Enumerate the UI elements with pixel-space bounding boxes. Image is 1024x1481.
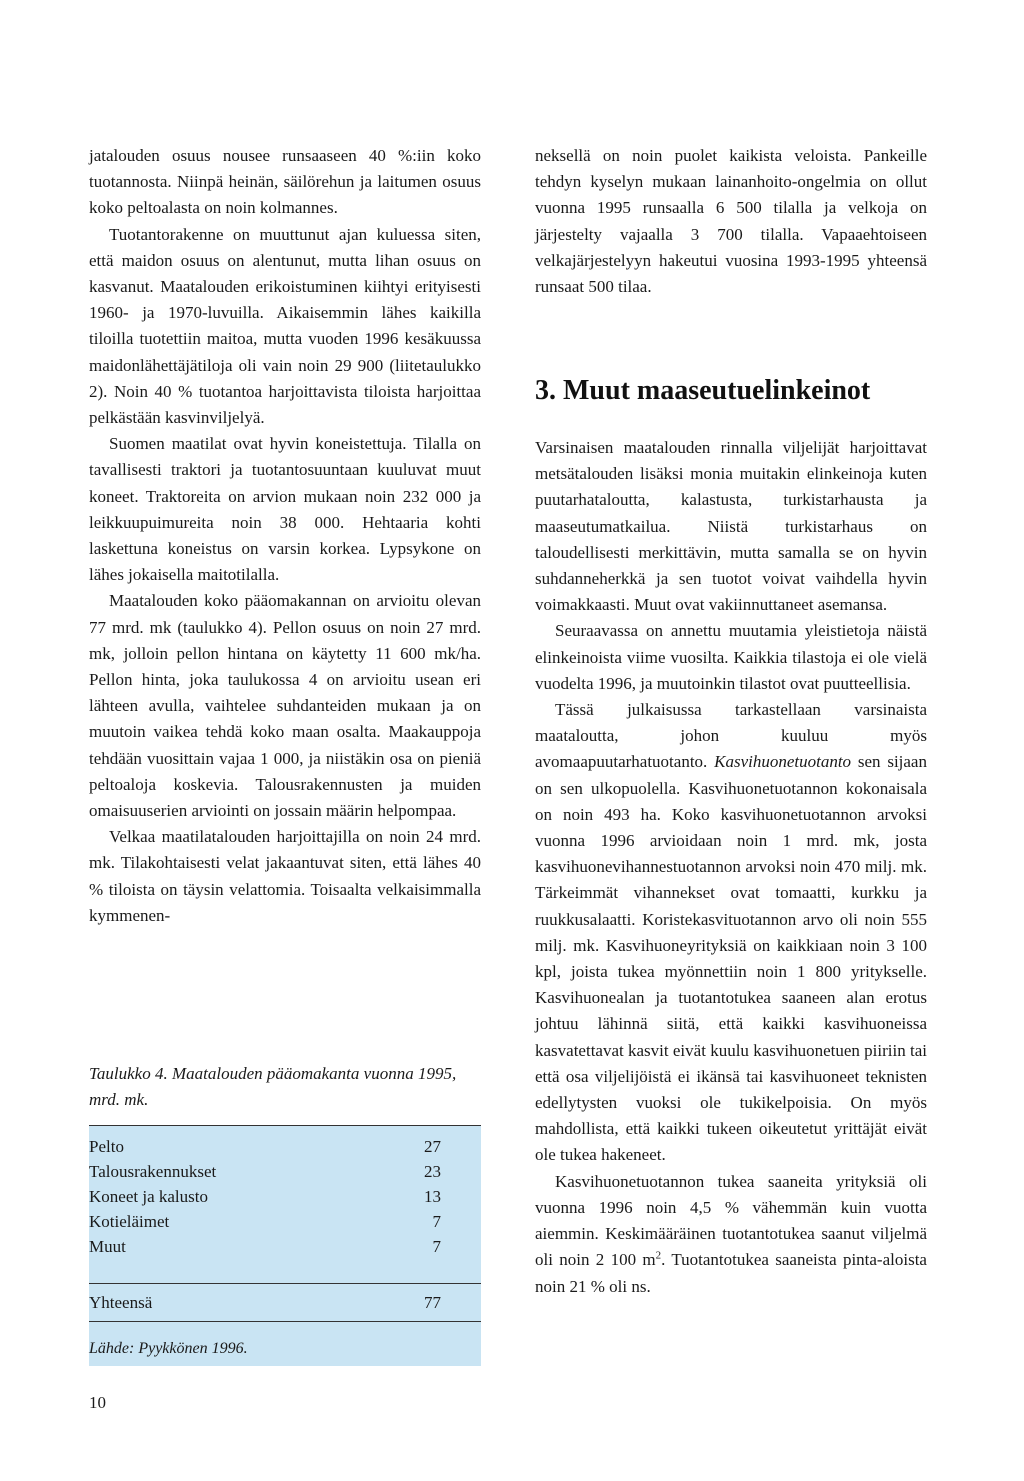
right-paragraph-2: Seuraavassa on annettu muutamia yleistietoja näistä elinkeinoista viime vuosilta. Kaikkia tilastoja ei ole vielä vuodelta 1996, ja muutoinkin tilastot ovat puutteellisia. [535,621,927,693]
table-source: Lähde: Pyykkönen 1996. [89,1340,248,1357]
left-paragraph-3: Suomen maatilat ovat hyvin koneistettuja. Tilalla on tavallisesti traktori ja tuotantosuuntaan kuuluvat muut koneet. Traktoreita on arvion mukaan noin 232 000 ja leikkuupuimureita noin 38 000. Hehtaaria kohti laskettuna koneistus on varsin korkea. Lypsykone on lähes jokaisella maitotilalla. [89,434,481,585]
p4-text-end: . Tuotantotukea saaneista pinta-aloista noin 21 % oli ns. [535,1250,927,1296]
table-row [89,1160,481,1184]
capital-table [89,1125,481,1366]
table-top-rule [89,1125,481,1126]
row-value: 23 [424,1162,441,1181]
row-value: 7 [432,1212,441,1231]
row-value: 13 [424,1187,441,1206]
row-value: 7 [432,1237,441,1256]
table-total-row [89,1291,481,1315]
row-label: Talousrakennukset [89,1162,217,1181]
total-value: 77 [424,1293,441,1312]
p3-text-end: sen sijaan on sen ulkopuolella. Kasvihuonetuotannon kokonaisala on noin 493 ha. Koko kasvihuonetuotannon arvoksi vuonna 1996 arvioidaan noin 1 mrd. mk, josta kasvihuonevihannestuotannon arvoksi noin 470 milj. mk. Tärkeimmät vihannekset ovat tomaatti, kurkku ja ruukkusalaatti. Koristekasvituotannon arvo oli noin 555 milj. mk. Kasvihuoneyrityksiä on kaikkiaan noin 3 100 kpl, joista tukea myönnettiin noin 1 800 yritykselle. Kasvihuonealan ja tuotantotukea saaneen alan erotus johtuu lähinnä siitä, että kaikki kasvihuoneissa kasvatettavat kasvit eivät kuulu kasvihuonetuen piiriin tai että osa viljelijöistä ei ikänsä tai kasvihuoneet teknisten edellytysten vuoksi ole tukikelpoisia. On myös mahdollista, että kaikki tukeen oikeutetut yrittäjät eivät ole tukea hakeneet. [535,752,927,1165]
page-number: 10 [89,1393,106,1412]
right-column-intro [535,143,927,300]
table-total-rule [89,1283,481,1284]
row-label: Kotieläimet [89,1212,170,1231]
table-bottom-rule [89,1321,481,1322]
p4-superscript: 2 [655,1249,662,1262]
section-heading: 3. Muut maaseutuelinkeinot [535,375,871,406]
total-label: Yhteensä [89,1293,153,1312]
p3-italic-term: Kasvihuonetuotanto [714,752,852,772]
p4-text-start: Kasvihuonetuotannon tukea saaneita yrityksiä oli vuonna 1996 noin 4,5 % vähemmän kuin vuotta aiemmin. Keskimääräinen tuotantotukea saanut viljelmä oli noin 2 100 m [535,1171,927,1270]
right-column-body [535,435,927,1300]
left-paragraph-2: Tuotantorakenne on muuttunut ajan kuluessa siten, että maidon osuus on alentunut, mutta lihan osuus on kasvanut. Maatalouden erikoistuminen kiihtyi erityisesti 1960- ja 1970-luvuilla. Aikaisemmin lähes kaikilla tiloilla tuotettiin maitoa, mutta vuoden 1996 kesäkuussa maidonlähettäjätiloja oli vain noin 29 900 (liitetaulukko 2). Noin 40 % tuotantoa harjoittavista tiloista harjoittaa pelkästään kasvinviljelyä. [89,224,481,428]
table-row [89,1235,481,1259]
row-value: 27 [424,1137,441,1156]
table-row [89,1135,481,1159]
right-paragraph-4 [535,1169,927,1300]
p3-text-start: Tässä julkaisussa tarkastellaan varsinaista maataloutta, johon kuuluu myös avomaapuutarhatuotanto. [535,700,927,772]
row-label: Koneet ja kalusto [89,1187,208,1206]
left-paragraph-4: Maatalouden koko pääomakannan on arvioitu olevan 77 mrd. mk (taulukko 4). Pellon osuus on noin 27 mrd. mk, jolloin pellon hintana on käytetty 11 600 mk/ha. Pellon hinta, joka taulukossa 4 on arvioitu usean eri lähteen avulla, vaihtelee suhdanteiden mukaan ja on muutoin vaikea tehdä koko maan osalta. Maakauppoja tehdään vuosittain vajaa 1 000, ja niistäkin osa on pieniä peltoaloja koskevia. Talousrakennusten ja muiden omaisuuserien arviointi on jossain määrin helpompaa. [89,591,481,821]
right-paragraph-3 [535,697,927,1169]
left-column [89,143,481,929]
table-caption: Taulukko 4. Maatalouden pääomakanta vuonna 1995, mrd. mk. [89,1064,457,1109]
table-row [89,1210,481,1234]
right-intro-paragraph: neksellä on noin puolet kaikista veloista. Pankeille tehdyn kyselyn mukaan lainanhoito-ongelmia on ollut vuonna 1995 runsaalla 6 500 tilalla ja velkoja on järjestelty vajaalla 3 700 tilalla. Vapaaehtoiseen velkajärjestelyyn hakeutui vuosina 1993-1995 yhteensä runsaat 500 tilaa. [535,146,927,297]
right-paragraph-1: Varsinaisen maatalouden rinnalla viljelijät harjoittavat metsätalouden lisäksi monia muitakin elinkeinoja kuten puutarhataloutta, kalastusta, turkistarhausta ja maaseutumatkailua. Niistä turkistarhaus on taloudellisesti merkittävin, mutta samalla se on hyvin suhdanneherkkä ja sen tuotot voivat vaihdella hyvin voimakkaasti. Muut ovat vakiinnuttaneet asemansa. [535,438,927,615]
row-label: Muut [89,1237,126,1256]
left-paragraph-1: jatalouden osuus nousee runsaaseen 40 %:iin koko tuotannosta. Niinpä heinän, säilörehun ja laitumen osuus koko peltoalasta on noin kolmannes. [89,146,481,218]
row-label: Pelto [89,1137,124,1156]
left-paragraph-5: Velkaa maatilatalouden harjoittajilla on noin 24 mrd. mk. Tilakohtaisesti velat jakaantuvat siten, että lähes 40 % tiloista on täysin velattomia. Toisaalta velkaisimmalla kymmenen- [89,827,481,925]
table-row [89,1185,481,1209]
